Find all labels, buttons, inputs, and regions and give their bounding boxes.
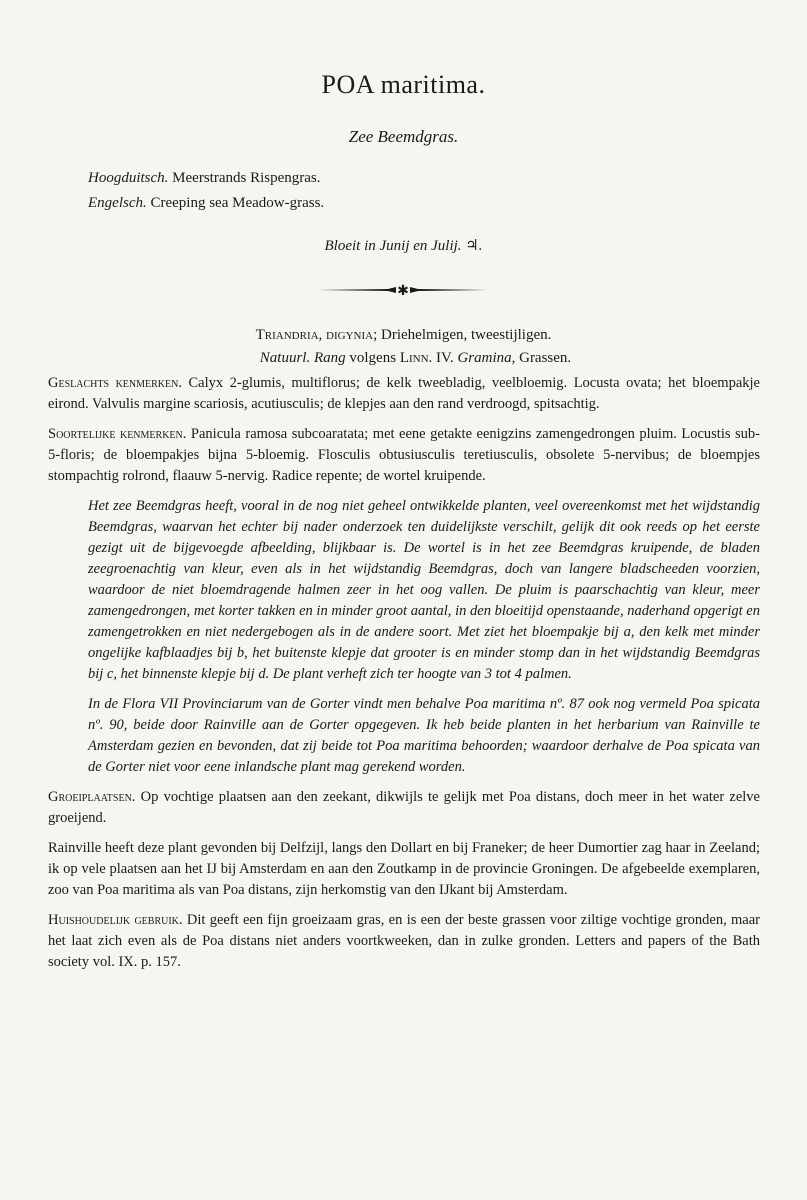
section-label: Groeiplaatsen. xyxy=(48,789,136,805)
section-text: Op vochtige plaatsen aan den zeekant, dikwijls te gelijk met Poa distans, doch meer in het water zelve groeijend. xyxy=(48,789,760,826)
classification-line-1 xyxy=(0,327,807,344)
family-name: Gramina xyxy=(457,350,512,366)
linnaean-class-dutch: Driehelmigen, tweestijligen. xyxy=(377,327,552,343)
species-description: Het zee Beemdgras heeft, vooral in de nog niet geheel ontwikkelde planten, veel overeenkomst met het wijdstandig Beemdgras, waarvan het echter bij nader onderzoek ten duidelijkste verschilt, gelijk dit ook reeds op het eerste gezigt uit de bijgevoegde afbeelding, blijkbaar is. De wortel is in het zee Beemdgras kruipende, de bladen zeegroenachtig van kleur, even als in het wijdstandig Beemdgras, doch van langere bladscheeden voorzien, waardoor de niet bloemdragende halmen zeer in het oog vallen. De pluim is paarschachtig van kleur, meer zamengedrongen, met korter takken en in minder groot aantal, in den bloeitijd openstaande, naderhand opgerigt en zamengetrokken en niet nedergebogen als in de andere soort. Met ziet het bloempakje bij a, den kelk met minder ongelijke kafblaadjes bij b, het buitenste klepje dat grooter is en minder stomp dan in het wijdstandig Beemdgras bij c, het binnenste klepje bij d. De plant verheft zich ter hoogte van 3 tot 4 palmen. xyxy=(88,498,760,682)
german-name-row xyxy=(88,166,324,191)
text-fragment: , Grassen. xyxy=(511,350,572,366)
divider-ornament-icon xyxy=(318,283,488,297)
habitat xyxy=(48,787,760,829)
text-fragment: volgens xyxy=(345,350,400,366)
flowering-period: Bloeit in Junij en Julij. ♃. xyxy=(324,238,483,254)
section-text: Dit geeft een fijn groeizaam gras, en is een der beste grassen voor ziltige vochtige gronden, maar het laat zich even als de Poa distans niet anders voortkweeken, dan in zulke gronden. Letters and papers of the Bath society vol. IX. p. 157. xyxy=(48,912,761,970)
dutch-name: Zee Beemdgras. xyxy=(348,127,459,146)
section-label: Geslachts kenmerken. xyxy=(48,375,182,391)
localities: Rainville heeft deze plant gevonden bij Delfzijl, langs den Dollart en bij Franeker; de heer Dumortier zag haar in Zeeland; ik op vele plaatsen aan het IJ bij Amsterdam en aan den Zoutkamp in de provincie Groningen. De afgebeelde exemplaren, zoo van Poa maritima als van Poa distans, zijn herkomstig van den IJkant bij Amsterdam. xyxy=(48,840,760,898)
economic-use xyxy=(48,910,760,973)
species-characters xyxy=(48,424,760,487)
classification-line-2 xyxy=(12,350,807,367)
common-name: Meerstrands Rispengras. xyxy=(172,170,321,186)
language-label: Engelsch. xyxy=(88,195,147,211)
common-name: Creeping sea Meadow-grass. xyxy=(150,195,325,211)
section-label: Huishoudelijk gebruik. xyxy=(48,912,183,928)
svg-text:✱: ✱ xyxy=(397,283,409,297)
ornament-divider xyxy=(318,283,488,302)
english-name-row xyxy=(88,191,324,216)
vernacular-names xyxy=(88,166,324,216)
section-text: Panicula ramosa subcoaratata; met eene getakte eenigzins zamengedrongen pluim. Locustis sub-5-floris; de bloempakjes bijna 5-bloemig. Flosculis obtusiusculis teretiusculis, obsolete 5-nervibus; de bloempjes stompachtig rolrond, flaauw 5-nervig. Radice repente; de wortel kruipende. xyxy=(48,426,761,484)
language-label: Hoogduitsch. xyxy=(88,170,169,186)
text-fragment: IV. xyxy=(432,350,458,366)
section-label: Soortelijke kenmerken. xyxy=(48,426,187,442)
genus-characters xyxy=(48,373,760,415)
natural-rank-label: Natuurl. Rang xyxy=(259,350,346,366)
main-text xyxy=(48,373,760,982)
linnaean-class: Triandria, digynia; xyxy=(255,327,378,343)
linnaeus-ref: Linn. xyxy=(399,350,433,366)
flora-note: In de Flora VII Provinciarum van de Gorter vindt men behalve Poa maritima nº. 87 ook nog vermeld Poa spicata nº. 90, beide door Rainville aan de Gorter opgegeven. Ik heb beide planten in het herbarium van Rainville te Amsterdam gezien en bevonden, dat zij beide tot Poa maritima behoorden; waardoor derhalve de Poa spicata van de Gorter niet voor eene inlandsche plant mag gerekend worden. xyxy=(88,696,760,775)
page-title: POA maritima. xyxy=(321,70,486,99)
section-text: Calyx 2-glumis, multiflorus; de kelk tweebladig, veelbloemig. Locusta ovata; het bloempakje eirond. Valvulis margine scariosis, acutiusculis; de klepjes aan den rand verdroogd, spitsachtig. xyxy=(48,375,760,412)
